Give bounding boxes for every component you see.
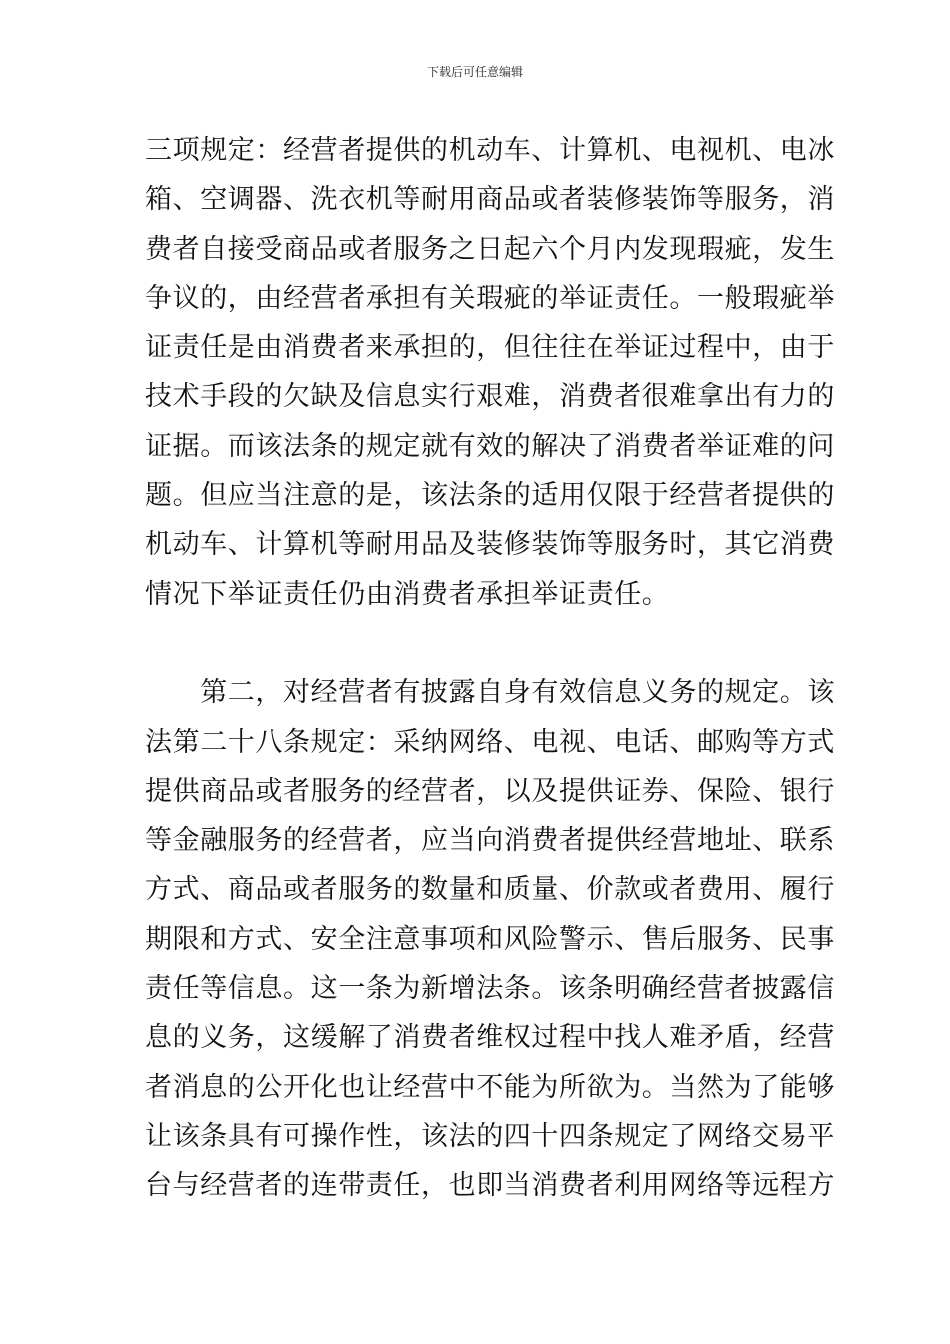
text-line: 方式、商品或者服务的数量和质量、价款或者费用、履行 <box>145 874 835 906</box>
text-line: 题。但应当注意的是，该法条的适用仅限于经营者提供的 <box>145 480 835 512</box>
text-line: 息的义务，这缓解了消费者维权过程中找人难矛盾，经营 <box>145 1022 835 1054</box>
paragraph-spacer <box>145 619 810 668</box>
page-header: 下载后可任意编辑 <box>426 65 523 79</box>
text-line: 情况下举证责任仍由消费者承担举证责任。 <box>145 578 670 610</box>
text-line: 证据。而该法条的规定就有效的解决了消费者举证难的问 <box>145 430 835 462</box>
text-line: 法第二十八条规定：采纳网络、电视、电话、邮购等方式 <box>145 726 835 758</box>
text-line: 三项规定：经营者提供的机动车、计算机、电视机、电冰 <box>145 135 835 166</box>
text-line: 等金融服务的经营者，应当向消费者提供经营地址、联系 <box>145 825 835 857</box>
text-line: 者消息的公开化也让经营中不能为所欲为。当然为了能够 <box>145 1071 835 1103</box>
paragraph-2 <box>145 668 835 1210</box>
paragraph-1 <box>145 126 835 619</box>
text-line: 证责任是由消费者来承担的，但往往在举证过程中，由于 <box>145 332 835 364</box>
text-line: 机动车、计算机等耐用品及装修装饰等服务时，其它消费 <box>145 529 835 561</box>
text-line: 费者自接受商品或者服务之日起六个月内发现瑕疵，发生 <box>145 233 835 265</box>
text-line: 箱、空调器、洗衣机等耐用商品或者装修装饰等服务，消 <box>145 184 835 216</box>
text-line: 提供商品或者服务的经营者，以及提供证券、保险、银行 <box>145 775 835 807</box>
text-line: 第二，对经营者有披露自身有效信息义务的规定。该 <box>145 677 835 709</box>
text-line: 技术手段的欠缺及信息实行艰难，消费者很难拿出有力的 <box>145 381 835 413</box>
text-line: 期限和方式、安全注意事项和风险警示、售后服务、民事 <box>145 923 835 955</box>
document-body <box>145 126 835 1211</box>
text-line: 争议的，由经营者承担有关瑕疵的举证责任。一般瑕疵举 <box>145 282 835 314</box>
text-line: 责任等信息。这一条为新增法条。该条明确经营者披露信 <box>145 973 835 1005</box>
text-line: 让该条具有可操作性，该法的四十四条规定了网络交易平 <box>145 1120 835 1152</box>
text-line: 台与经营者的连带责任，也即当消费者利用网络等远程方 <box>145 1170 835 1202</box>
